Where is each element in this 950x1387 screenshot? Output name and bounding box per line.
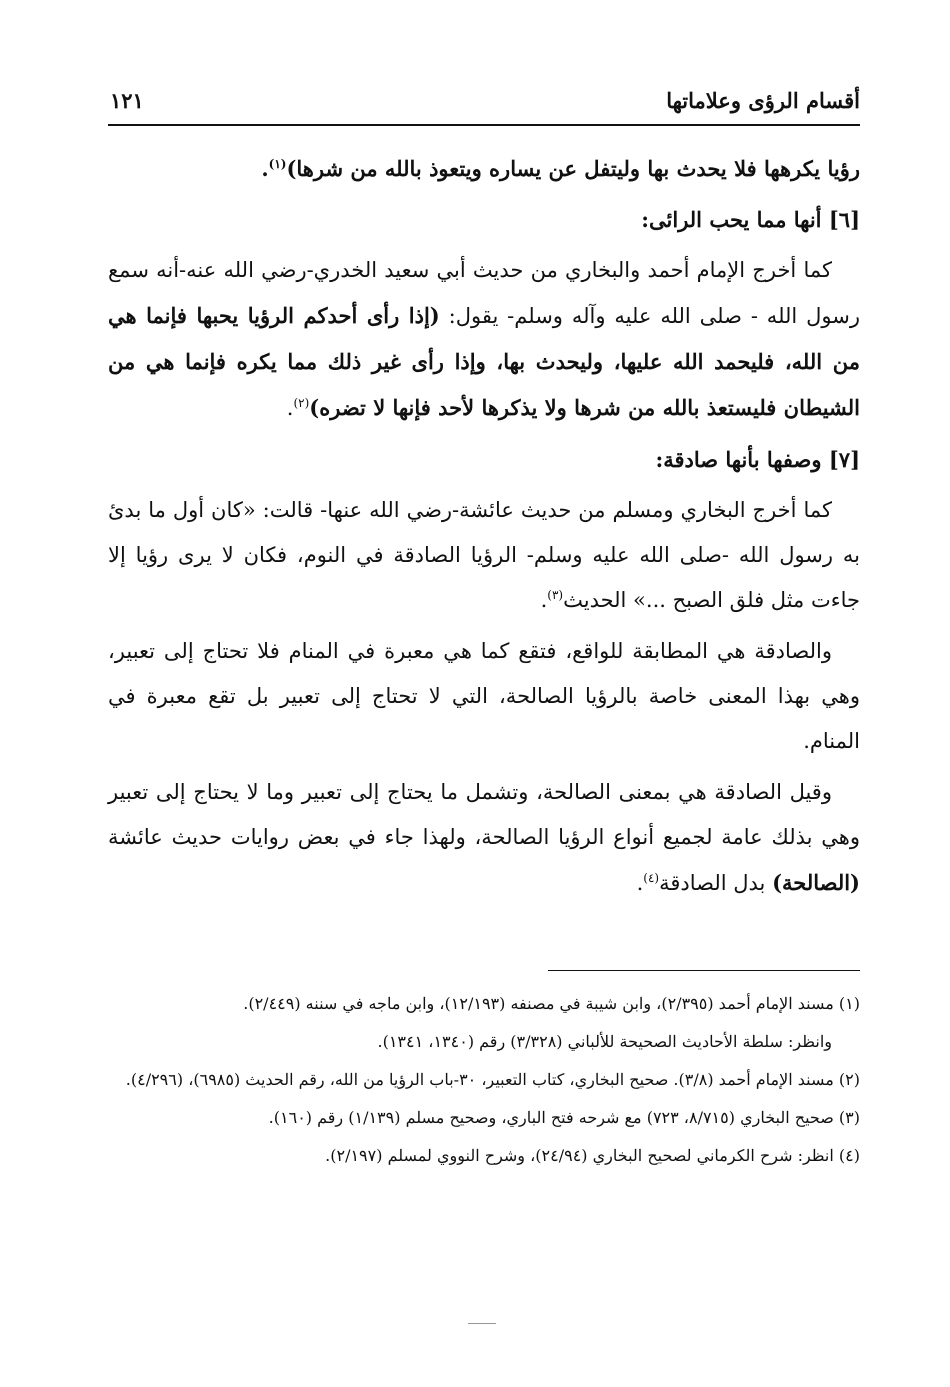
page-number: ١٢١ [110, 88, 144, 113]
footnote-ref-4: (٤) [643, 871, 660, 885]
footnote-3: (٣) صحيح البخاري (٨/٧١٥، ٧٢٣) مع شرحه فتح الباري، وصحيح مسلم (١/١٣٩) رقم (١٦٠). [268, 1108, 860, 1127]
section-heading-6: [٦] أنها مما يحب الرائى: [641, 207, 860, 232]
paragraph-5-end: بدل الصادقة [659, 871, 766, 895]
footnote-ref-1: (١) [268, 157, 287, 171]
paragraph-1-text: رؤيا يكرهها فلا يحدث بها وليتفل عن يساره ويتعوذ بالله من شرها) [286, 156, 860, 181]
section-heading-7: [٧] وصفها بأنها صادقة: [655, 447, 860, 472]
footnote-2: (٢) مسند الإمام أحمد (٣/٨). صحيح البخاري، كتاب التعبير، ٣٠-باب الرؤيا من الله، رقم الحديث (٦٩٨٥)، (٤/٢٩٦). [125, 1070, 860, 1089]
paragraph-2: كما أخرج الإمام أحمد والبخاري من حديث أبي سعيد الخدري-رضي الله عنه-أنه سمع رسول الله - صلى الله عليه وآله وسلم- يقول: (إذا رأى أحدكم الرؤيا يحبها فإنما هي من الله، فليحمد الله عليها، وليحدث بها، وإذا رأى غير ذلك مما يكره فإنما هي من الشيطان فليستعذ بالله من شرها ولا يذكرها لأحد فإنها لا تضره)$^{(٢)}$. [108, 258, 860, 420]
emphasized-word: (الصالحة) [772, 870, 860, 895]
main-text [108, 146, 860, 912]
footnote-4: (٤) انظر: شرح الكرماني لصحيح البخاري (٢٤/٩٤)، وشرح النووي لمسلم (٢/١٩٧). [325, 1146, 860, 1165]
paragraph-4: والصادقة هي المطابقة للواقع، فتقع كما هي معبرة في المنام فلا تحتاج إلى تعبير، وهي بهذا المعنى خاصة بالرؤيا الصالحة، التي لا تحتاج إلى تعبير بل تقع معبرة في المنام. [108, 639, 860, 753]
paragraph-3: كما أخرج البخاري ومسلم من حديث عائشة-رضي الله عنها- قالت: «كان أول ما بدئ به رسول الله -صلى الله عليه وسلم- الرؤيا الصادقة في النوم، فكان لا يرى رؤيا إلا جاءت مثل فلق الصبح ...» الحديث$^{(٣)}$. [108, 498, 860, 612]
paragraph-2-text: كما أخرج الإمام أحمد والبخاري من حديث أبي سعيد الخدري-رضي الله عنه-أنه سمع رسول الله - صلى الله عليه وآله وسلم- يقول: [108, 258, 860, 328]
footnote-ref-2: (٢) [293, 396, 310, 410]
footnotes [108, 988, 860, 1178]
page-header [108, 82, 860, 126]
hadith-quote: (إذا رأى أحدكم الرؤيا يحبها فإنما هي من الله، فليحمد الله عليها، وليحدث بها، وإذا رأى غير ذلك مما يكره فإنما هي من الشيطان فليستعذ بالله من شرها ولا يذكرها لأحد فإنها لا تضره) [108, 303, 860, 420]
bottom-mark [468, 1323, 496, 1324]
running-title: أقسام الرؤى وعلاماتها [666, 88, 860, 113]
footnote-ref-3: (٣) [547, 588, 564, 602]
paragraph-5: وقيل الصادقة هي بمعنى الصالحة، وتشمل ما يحتاج إلى تعبير وما لا يحتاج إلى تعبير وهي بذلك عامة لجميع أنواع الرؤيا الصالحة، ولهذا جاء في بعض روايات حديث عائشة (الصالحة) بدل الصادقة$^{(٤)}$. [108, 780, 860, 895]
paragraph-3-text: كما أخرج البخاري ومسلم من حديث عائشة-رضي الله عنها- قالت: «كان أول ما بدئ به رسول الله -صلى الله عليه وسلم- الرؤيا الصادقة في النوم، فكان لا يرى رؤيا إلا جاءت مثل فلق الصبح ...» الحديث [108, 498, 860, 612]
footnote-1: (١) مسند الإمام أحمد (٢/٣٩٥)، وابن شيبة في مصنفه (١٢/١٩٣)، وابن ماجه في سننه (٢/٤٤٩). [243, 994, 860, 1013]
footnote-1-continuation: وانظر: سلطة الأحاديث الصحيحة للألباني (٣/٣٢٨) رقم (١٣٤٠، ١٣٤١). [377, 1032, 832, 1051]
paragraph-5-text: وقيل الصادقة هي بمعنى الصالحة، وتشمل ما يحتاج إلى تعبير وما لا يحتاج إلى تعبير وهي بذلك عامة لجميع أنواع الرؤيا الصالحة، ولهذا جاء في بعض روايات حديث عائشة [108, 780, 860, 849]
paragraph-1: رؤيا يكرهها فلا يحدث بها وليتفل عن يساره ويتعوذ بالله من شرها)$^{(١)}$. [261, 156, 860, 181]
footnote-divider [548, 970, 860, 971]
